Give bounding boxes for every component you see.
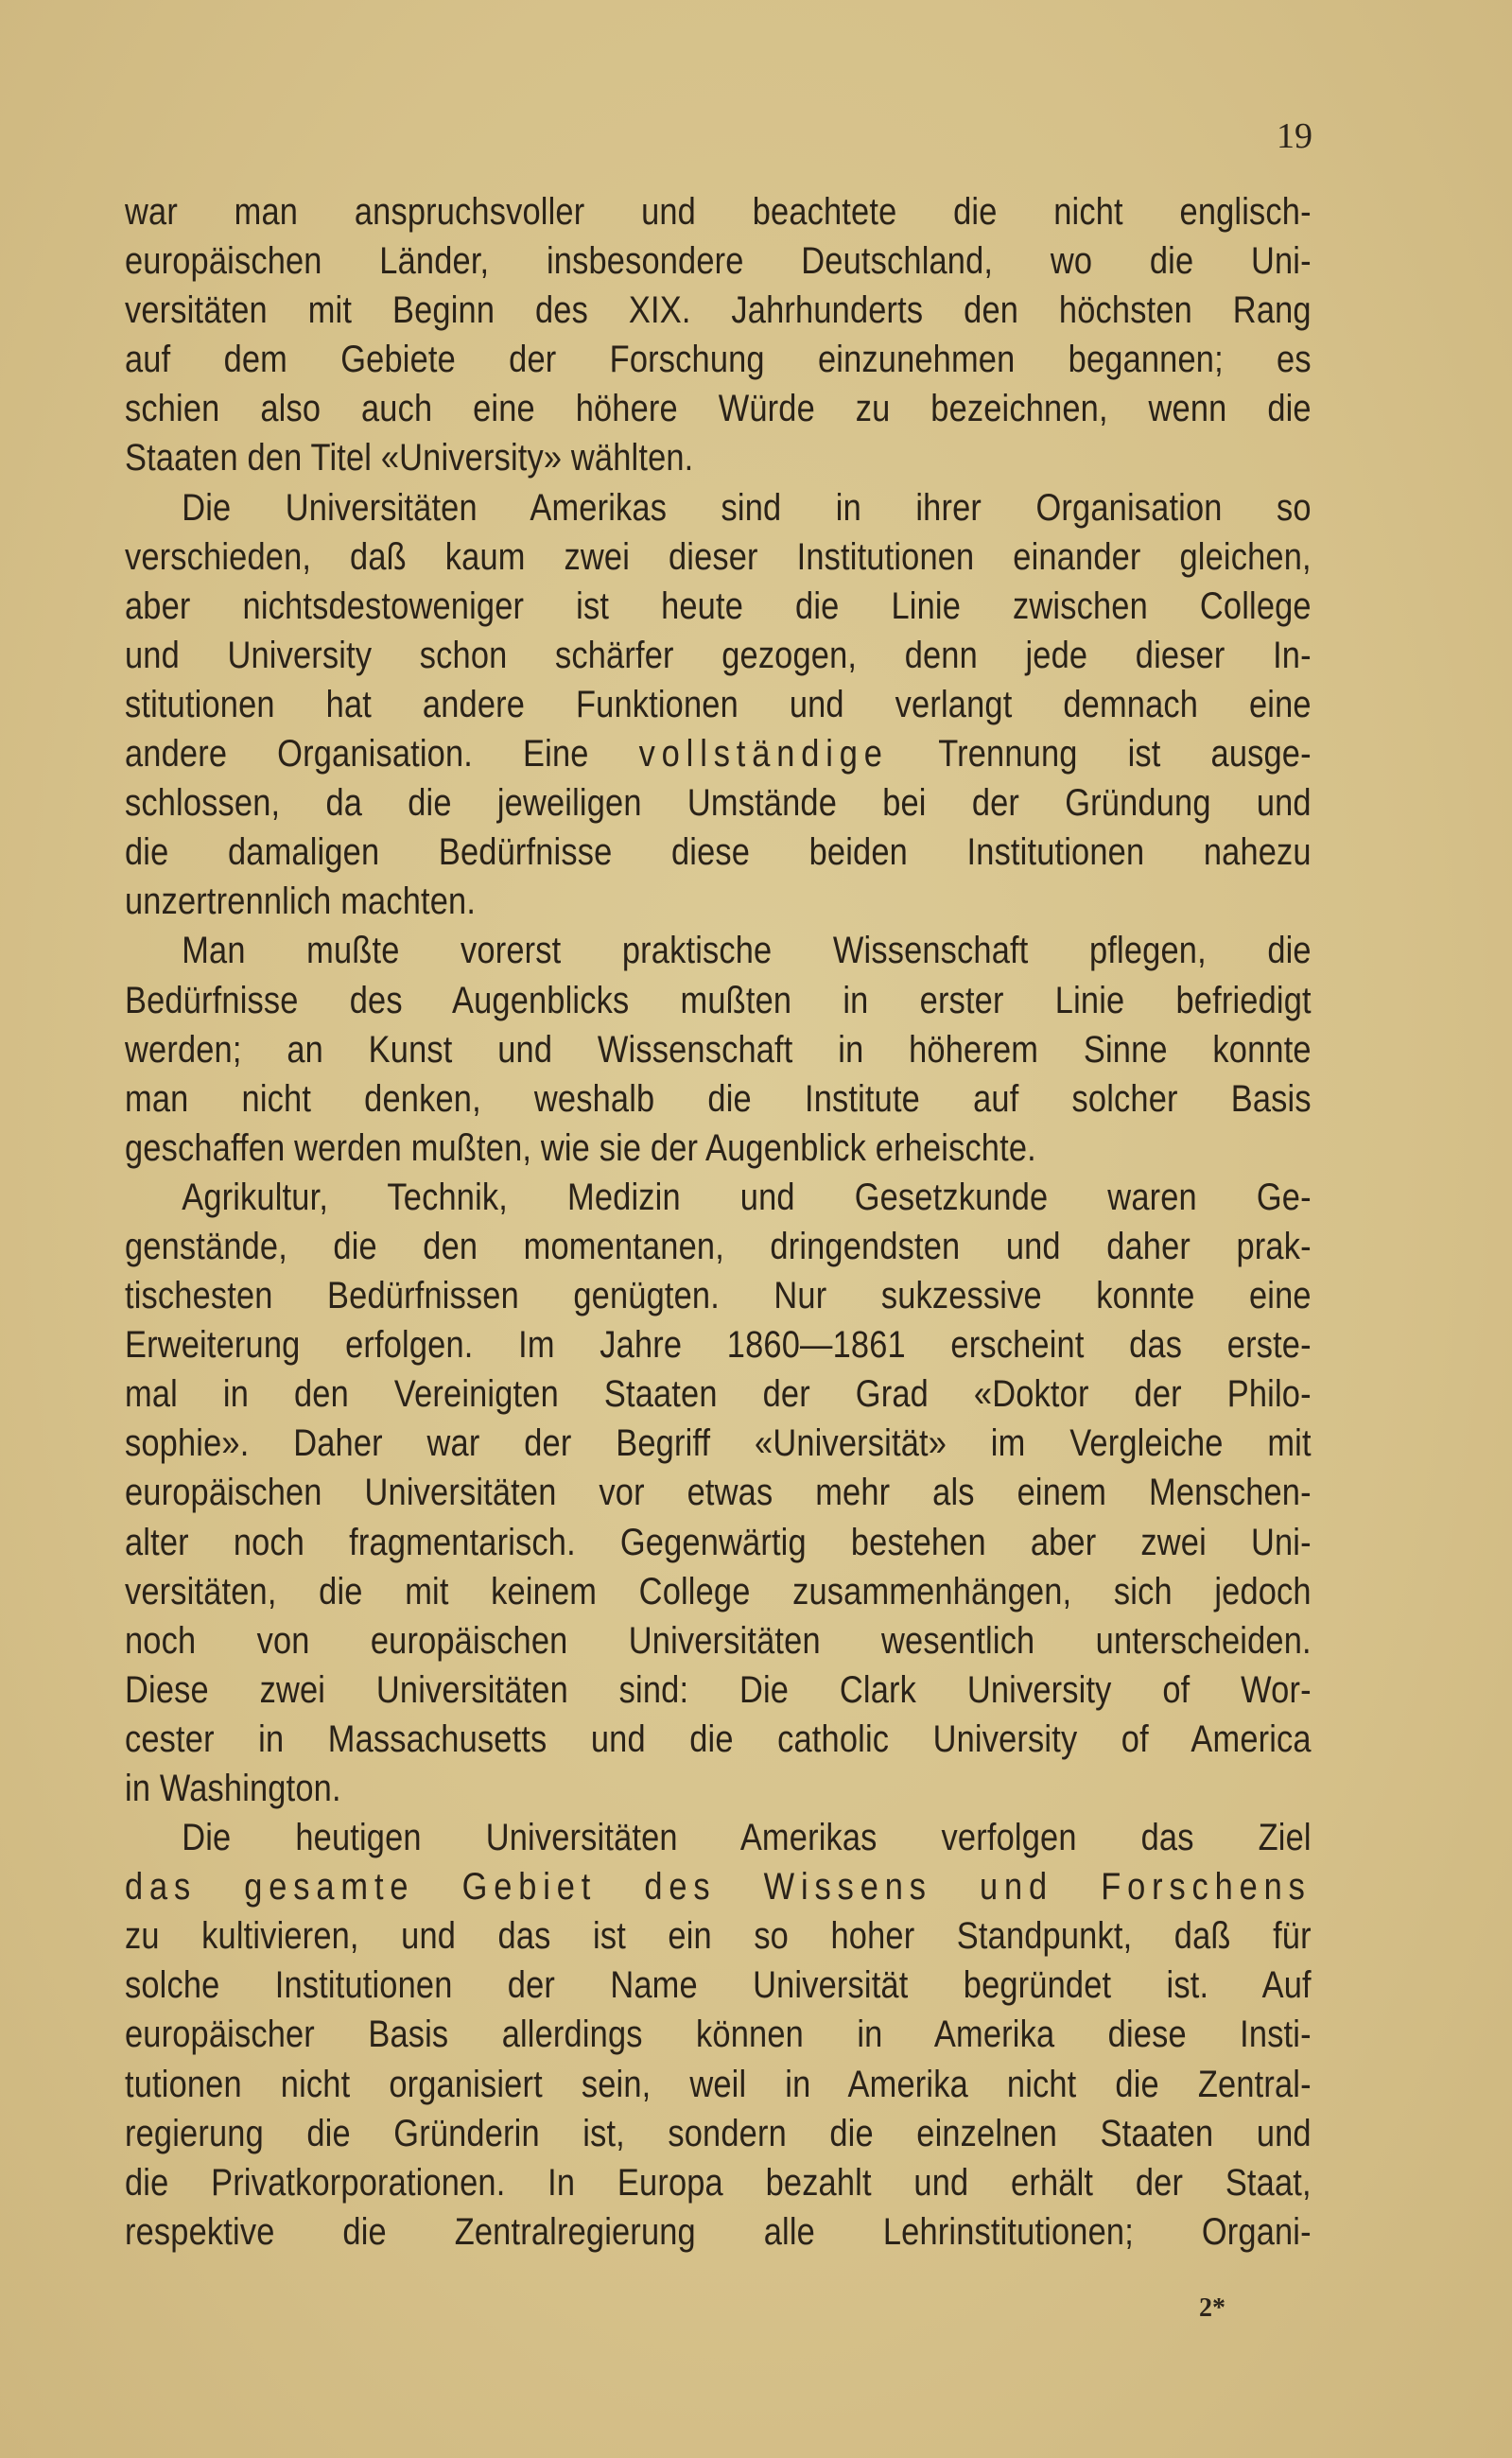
text-line: solche Institutionen der Name Universität begründet ist. Auf	[125, 1964, 1312, 2007]
text-line: tischesten Bedürfnissen genügten. Nur sukzessive konnte eine	[125, 1275, 1312, 1317]
text-segment: andere Organisation. Eine	[125, 733, 639, 776]
text-line: europäischen Universitäten vor etwas mehr als einem Menschen-	[125, 1472, 1312, 1514]
text-line: in Washington.	[125, 1768, 341, 1809]
text-line: versitäten mit Beginn des XIX. Jahrhunderts den höchsten Rang	[125, 289, 1312, 332]
text-line: verschieden, daß kaum zwei dieser Institutionen einander gleichen,	[125, 535, 1312, 578]
paragraph-1	[125, 187, 1312, 483]
text-line: Die heutigen Universitäten Amerikas verfolgen das Ziel	[182, 1817, 1312, 1859]
text-line: die Privatkorporationen. In Europa bezahlt und erhält der Staat,	[125, 2161, 1312, 2204]
paragraph-2	[125, 483, 1312, 927]
text-line: mal in den Vereinigten Staaten der Grad «Doktor der Philo-	[125, 1373, 1312, 1416]
paragraph-4	[125, 1173, 1312, 1813]
text-line: aber nichtsdestoweniger ist heute die Linie zwischen College	[125, 584, 1312, 627]
emphasis-word: vollständige	[638, 733, 889, 776]
text-line: werden; an Kunst und Wissenschaft in höherem Sinne konnte	[125, 1028, 1312, 1071]
text-line: Diese zwei Universitäten sind: Die Clark University of Wor-	[125, 1668, 1312, 1711]
text-line: genstände, die den momentanen, dringendsten und daher prak-	[125, 1225, 1312, 1267]
text-line: tutionen nicht organisiert sein, weil in Amerika nicht die Zentral-	[125, 2063, 1312, 2105]
text-segment: Trennung ist ausge-	[888, 733, 1312, 776]
text-line: schlossen, da die jeweiligen Umstände bei der Gründung und	[125, 782, 1312, 825]
text-line: zu kultivieren, und das ist ein so hoher Standpunkt, daß für	[125, 1915, 1312, 1958]
text-line: noch von europäischen Universitäten wesentlich unterscheiden.	[125, 1619, 1312, 1662]
text-line: unzertrennlich machten.	[125, 880, 477, 923]
text-line: europäischen Länder, insbesondere Deutschland, wo die Uni-	[125, 240, 1312, 283]
text-line: Agrikultur, Technik, Medizin und Gesetzkunde waren Ge-	[182, 1176, 1312, 1218]
body-text	[125, 187, 1312, 2257]
text-line: Staaten den Titel «University» wählten.	[125, 437, 694, 479]
paragraph-3	[125, 926, 1312, 1172]
printer-signature-mark: 2*	[1199, 2293, 1225, 2323]
text-line-with-emphasis	[125, 729, 1312, 778]
text-line: auf dem Gebiete der Forschung einzunehmen begannen; es	[125, 339, 1312, 381]
text-line: Erweiterung erfolgen. Im Jahre 1860—1861 erscheint das erste-	[125, 1324, 1312, 1367]
text-line: versitäten, die mit keinem College zusammenhängen, sich jedoch	[125, 1570, 1312, 1613]
text-line: respektive die Zentralregierung alle Lehrinstitutionen; Organi-	[125, 2210, 1312, 2253]
text-line: Man mußte vorerst praktische Wissenschaft pflegen, die	[182, 930, 1312, 972]
text-line: stitutionen hat andere Funktionen und verlangt demnach eine	[125, 683, 1312, 725]
text-line: regierung die Gründerin ist, sondern die einzelnen Staaten und	[125, 2112, 1312, 2154]
text-line: Bedürfnisse des Augenblicks mußten in erster Linie befriedigt	[125, 979, 1312, 1021]
text-line: sophie». Daher war der Begriff «Universität» im Vergleiche mit	[125, 1422, 1312, 1465]
text-line: cester in Massachusetts und die catholic University of America	[125, 1717, 1312, 1760]
paragraph-5	[125, 1813, 1312, 2257]
text-line: Die Universitäten Amerikas sind in ihrer Organisation so	[182, 486, 1312, 529]
text-line: schien also auch eine höhere Würde zu bezeichnen, wenn die	[125, 388, 1312, 430]
text-line: man nicht denken, weshalb die Institute auf solcher Basis	[125, 1077, 1312, 1120]
text-line-spaced-emphasis: das gesamte Gebiet des Wissens und Forschens	[125, 1866, 1312, 1909]
text-line: alter noch fragmentarisch. Gegenwärtig bestehen aber zwei Uni-	[125, 1521, 1312, 1563]
text-line: europäischer Basis allerdings können in Amerika diese Insti-	[125, 2013, 1312, 2056]
page-number: 19	[1277, 116, 1312, 156]
text-line: die damaligen Bedürfnisse diese beiden Institutionen nahezu	[125, 831, 1312, 874]
text-line: war man anspruchsvoller und beachtete die nicht englisch-	[125, 191, 1312, 233]
text-line: und University schon schärfer gezogen, denn jede dieser In-	[125, 634, 1312, 676]
text-line: geschaffen werden mußten, wie sie der Augenblick erheischte.	[125, 1126, 1036, 1169]
